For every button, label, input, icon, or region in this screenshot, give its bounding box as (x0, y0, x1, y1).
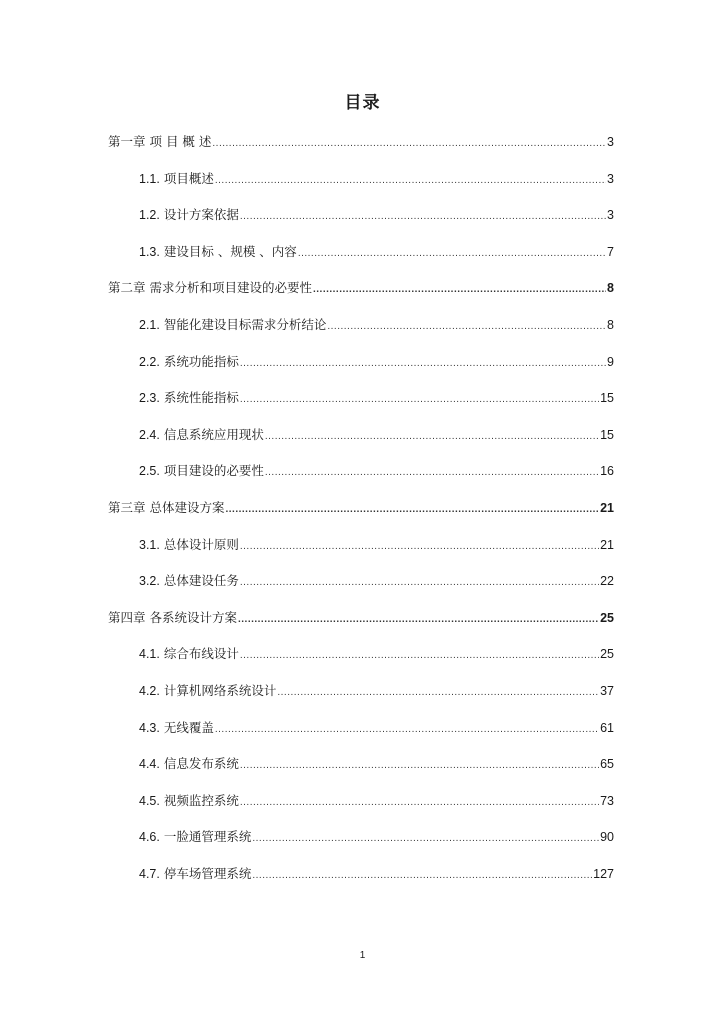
toc-entry-label (139, 243, 297, 261)
toc-title: 目录 (344, 93, 381, 113)
toc-section-entry[interactable] (108, 536, 614, 573)
toc-chapter-entry[interactable] (108, 609, 614, 646)
toc-page-number: 16 (600, 464, 614, 479)
toc-dot-leader (277, 684, 599, 702)
toc-page-number: 21 (600, 537, 614, 552)
toc-section-entry[interactable] (108, 828, 614, 865)
toc-page-number: 22 (600, 574, 614, 589)
toc-page-number: 3 (607, 171, 614, 186)
toc-page-number: 73 (600, 793, 614, 808)
toc-entry-number: 1.3. (139, 244, 160, 259)
toc-entry-label (139, 389, 239, 407)
toc-entry-label (139, 828, 251, 846)
toc-dot-leader (313, 281, 606, 299)
toc-entry-text: 信息系统应用现状 (163, 426, 264, 442)
footer-page-number: 1 (359, 950, 366, 961)
toc-entry-number: 2.2. (139, 354, 160, 369)
toc-dot-leader (240, 757, 599, 775)
toc-entry-text: 第一章 项 目 概 述 (108, 134, 212, 149)
toc-entry-text: 设计方案依据 (163, 207, 239, 223)
toc-section-entry[interactable] (108, 682, 614, 719)
toc-page-number: 3 (607, 135, 614, 149)
toc-entry-number: 2.3. (139, 391, 160, 406)
toc-section-entry[interactable] (108, 243, 614, 280)
toc-section-entry[interactable] (108, 755, 614, 792)
toc-section-entry[interactable] (108, 719, 614, 756)
toc-chapter-entry[interactable] (108, 133, 614, 170)
toc-section-entry[interactable] (108, 792, 614, 829)
toc-entry-number: 1.2. (139, 208, 160, 223)
toc-entry-label (139, 426, 264, 444)
toc-entry-number: 4.6. (139, 830, 160, 845)
toc-entry-label (108, 279, 312, 297)
toc-entry-text: 项目建设的必要性 (163, 463, 264, 479)
toc-dot-leader (252, 830, 599, 848)
toc-section-entry[interactable] (108, 353, 614, 390)
toc-dot-leader (240, 538, 599, 556)
toc-page-number: 90 (600, 830, 614, 845)
toc-entry-number: 1.1. (139, 171, 160, 186)
toc-page-number: 7 (607, 244, 614, 259)
toc-page-number: 25 (600, 610, 614, 625)
toc-entry-label (139, 865, 251, 883)
toc-entry-text: 智能化建设目标需求分析结论 (163, 316, 327, 332)
toc-dot-leader (265, 428, 599, 446)
toc-page-number: 15 (600, 391, 614, 406)
toc-entry-number: 2.1. (139, 317, 160, 332)
toc-entry-label (139, 316, 326, 334)
toc-page-number: 15 (600, 427, 614, 442)
toc-entry-text: 视频监控系统 (163, 792, 239, 808)
toc-entry-text: 第二章 需求分析和项目建设的必要性 (108, 280, 312, 296)
toc-page-number: 37 (600, 683, 614, 698)
toc-dot-leader (240, 208, 606, 226)
toc-page-number: 65 (600, 757, 614, 772)
toc-dot-leader (240, 355, 606, 373)
toc-entry-text: 信息发布系统 (163, 756, 239, 772)
toc-dot-leader (215, 172, 606, 190)
toc-entry-number: 4.1. (139, 647, 160, 662)
toc-entry-text: 无线覆盖 (163, 719, 214, 735)
toc-entry-label (139, 536, 239, 554)
toc-dot-leader (240, 574, 599, 592)
toc-entry-number: 2.5. (139, 464, 160, 479)
toc-entry-label (139, 682, 276, 700)
toc-entry-label (108, 609, 237, 627)
toc-section-entry[interactable] (108, 462, 614, 499)
toc-entry-text: 总体建设任务 (163, 573, 239, 589)
toc-page-number: 25 (600, 647, 614, 662)
toc-dot-leader (240, 794, 599, 812)
toc-dot-leader (225, 501, 599, 519)
toc-entry-text: 第三章 总体建设方案 (108, 499, 225, 515)
toc-section-entry[interactable] (108, 426, 614, 463)
toc-entry-label (139, 792, 239, 810)
toc-entry-label (139, 206, 239, 224)
toc-entry-number: 4.5. (139, 793, 160, 808)
toc-page-number: 9 (607, 354, 614, 369)
toc-entry-text: 项目概述 (163, 170, 214, 186)
toc-chapter-entry[interactable] (108, 279, 614, 316)
toc-dot-leader (215, 721, 599, 739)
toc-page-number: 8 (607, 281, 614, 296)
toc-dot-leader (327, 318, 606, 336)
toc-entry-label (139, 572, 239, 590)
toc-entry-text: 综合布线设计 (163, 646, 239, 662)
toc-page-number: 3 (607, 208, 614, 223)
table-of-contents (108, 133, 614, 901)
toc-page-number: 21 (600, 500, 614, 515)
toc-entry-label (139, 719, 214, 737)
toc-section-entry[interactable] (108, 645, 614, 682)
toc-entry-number: 2.4. (139, 427, 160, 442)
toc-entry-label (139, 462, 264, 480)
toc-dot-leader (238, 611, 599, 629)
toc-entry-number: 3.1. (139, 537, 160, 552)
toc-entry-number: 4.4. (139, 757, 160, 772)
toc-dot-leader (298, 245, 606, 263)
toc-entry-label (139, 755, 239, 773)
toc-section-entry[interactable] (108, 316, 614, 353)
toc-entry-text: 停车场管理系统 (163, 865, 252, 881)
toc-entry-text: 一脸通管理系统 (163, 829, 252, 845)
toc-page-number: 8 (607, 317, 614, 332)
toc-section-entry[interactable] (108, 572, 614, 609)
toc-page-number: 61 (600, 720, 614, 735)
toc-entry-text: 计算机网络系统设计 (163, 682, 277, 698)
toc-chapter-entry[interactable] (108, 499, 614, 536)
toc-entry-number: 4.3. (139, 720, 160, 735)
toc-entry-text: 总体设计原则 (163, 536, 239, 552)
toc-dot-leader (240, 647, 599, 665)
toc-entry-label (108, 499, 224, 517)
toc-dot-leader (240, 391, 599, 409)
toc-dot-leader (265, 464, 599, 482)
toc-entry-text: 建设目标 、规模 、内容 (163, 243, 297, 259)
toc-section-entry[interactable] (108, 389, 614, 426)
toc-section-entry[interactable] (108, 206, 614, 243)
toc-entry-text: 系统性能指标 (163, 390, 239, 406)
toc-page-number: 127 (593, 866, 614, 881)
toc-entry-label (139, 645, 239, 663)
toc-dot-leader (252, 867, 592, 885)
toc-dot-leader (212, 135, 606, 153)
toc-section-entry[interactable] (108, 865, 614, 902)
toc-entry-text: 第四章 各系统设计方案 (108, 609, 237, 625)
toc-section-entry[interactable] (108, 170, 614, 207)
toc-entry-label (139, 170, 214, 188)
toc-entry-label (139, 353, 239, 371)
toc-entry-number: 4.2. (139, 683, 160, 698)
toc-entry-label (108, 133, 211, 151)
toc-entry-text: 系统功能指标 (163, 353, 239, 369)
toc-entry-number: 3.2. (139, 574, 160, 589)
toc-entry-number: 4.7. (139, 866, 160, 881)
